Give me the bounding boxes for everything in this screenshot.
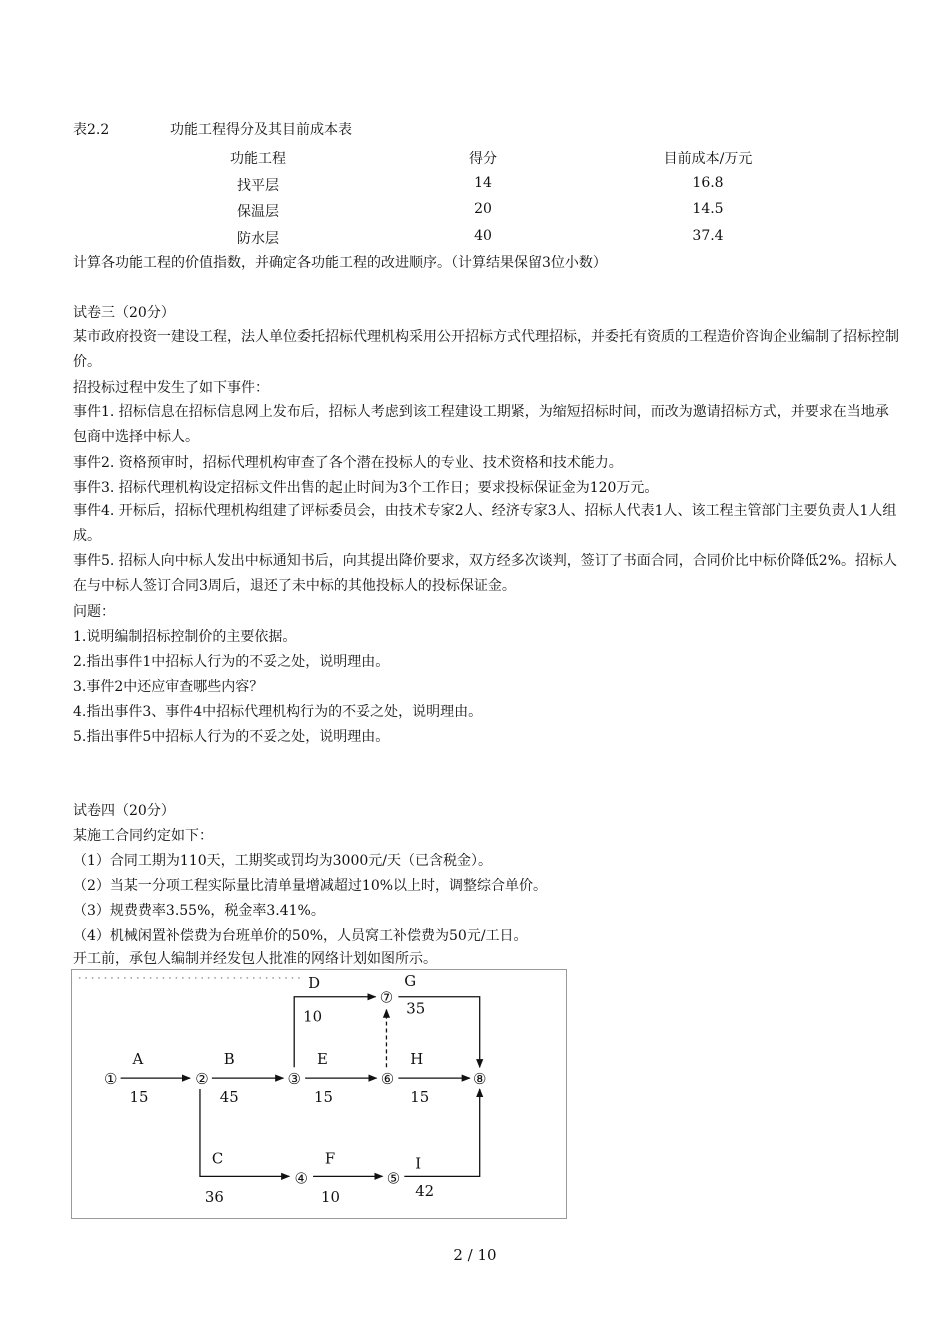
table-cell: 防水层 xyxy=(237,231,279,247)
table-caption-title: 功能工程得分及其目前成本表 xyxy=(170,122,352,138)
table-cell: 14.5 xyxy=(692,201,724,217)
activity-duration-E: 15 xyxy=(314,1087,333,1106)
activity-label-E: E xyxy=(317,1050,328,1069)
table-cell: 找平层 xyxy=(237,178,279,194)
activity-label-G: G xyxy=(404,971,417,990)
activity-duration-H: 15 xyxy=(410,1087,430,1106)
paper3-question-4: 4.指出事件3、事件4中招标代理机构行为的不妥之处，说明理由。 xyxy=(73,704,483,720)
activity-duration-C: 36 xyxy=(204,1188,224,1207)
paper3-event3: 事件3. 招标代理机构设定招标文件出售的起止时间为3个工作日；要求投标保证金为120万元。 xyxy=(73,480,659,496)
node-4: ④ xyxy=(294,1169,308,1188)
activity-duration-D: 10 xyxy=(303,1007,323,1026)
page-number: 2 / 10 xyxy=(453,1246,497,1264)
table-header-cell: 得分 xyxy=(469,151,497,167)
table-cell: 保温层 xyxy=(237,204,279,220)
paper3-process: 招投标过程中发生了如下事件： xyxy=(73,380,269,396)
paper4-plan: 开工前，承包人编制并经发包人批准的网络计划如图所示。 xyxy=(73,951,437,967)
paper4-clause-4: （4）机械闲置补偿费为台班单价的50%，人员窝工补偿费为50元/工日。 xyxy=(73,928,528,944)
activity-label-B: B xyxy=(223,1050,235,1069)
paper4-title: 试卷四（20分） xyxy=(73,803,175,819)
paper4-clause-3: （3）规费费率3.55%，税金率3.41%。 xyxy=(73,903,325,919)
activity-label-I: I xyxy=(415,1154,422,1173)
activity-duration-I: 42 xyxy=(415,1182,435,1201)
activity-label-F: F xyxy=(324,1149,336,1168)
network-diagram-svg xyxy=(72,970,566,1218)
paper4-intro: 某施工合同约定如下： xyxy=(73,828,213,844)
paper3-questions-title: 问题： xyxy=(73,604,115,620)
table-question: 计算各功能工程的价值指数，并确定各功能工程的改进顺序。（计算结果保留3位小数） xyxy=(73,255,607,271)
node-8: ⑧ xyxy=(473,1070,487,1089)
activity-duration-A: 15 xyxy=(129,1087,149,1106)
paper3-question-2: 2.指出事件1中招标人行为的不妥之处，说明理由。 xyxy=(73,654,390,670)
table-cell: 16.8 xyxy=(692,175,724,191)
activity-duration-B: 45 xyxy=(219,1087,239,1106)
paper3-question-3: 3.事件2中还应审查哪些内容？ xyxy=(73,679,264,695)
table-cell: 40 xyxy=(474,228,492,244)
activity-label-A: A xyxy=(132,1050,144,1069)
activity-label-H: H xyxy=(410,1050,424,1069)
node-3: ③ xyxy=(287,1070,301,1089)
paper3-event1: 事件1. 招标信息在招标信息网上发布后，招标人考虑到该工程建设工期紧，为缩短招标时间，而改为邀请招标方式，并要求在当地承包商中选择中标人。 xyxy=(73,404,889,445)
paper3-event4: 事件4. 开标后，招标代理机构组建了评标委员会，由技术专家2人、经济专家3人、招标人代表1人、该工程主管部门主要负责人1人组成。 xyxy=(73,503,897,544)
activity-label-C: C xyxy=(211,1149,224,1168)
table-cell: 20 xyxy=(474,201,492,217)
paper3-question-5: 5.指出事件5中招标人行为的不妥之处，说明理由。 xyxy=(73,729,390,745)
table-cell: 14 xyxy=(474,175,492,191)
activity-duration-F: 10 xyxy=(320,1188,340,1207)
activity-duration-G: 35 xyxy=(406,999,426,1018)
paper3-intro: 某市政府投资一建设工程，法人单位委托招标代理机构采用公开招标方式代理招标，并委托有资质的工程造价咨询企业编制了招标控制价。 xyxy=(73,329,899,370)
node-5: ⑤ xyxy=(386,1169,401,1188)
table-header-cell: 目前成本/万元 xyxy=(663,151,753,167)
paper4-clause-2: （2）当某一分项工程实际量比清单量增减超过10%以上时，调整综合单价。 xyxy=(73,878,548,894)
paper3-title: 试卷三（20分） xyxy=(73,305,175,321)
paper3-event2: 事件2. 资格预审时，招标代理机构审查了各个潜在投标人的专业、技术资格和技术能力。 xyxy=(73,455,623,471)
paper3-event5: 事件5. 招标人向中标人发出中标通知书后，向其提出降价要求，双方经多次谈判，签订了书面合同，合同价比中标价降低2%。招标人在与中标人签订合同3周后，退还了未中标的其他投标人的投标保证金。 xyxy=(73,553,898,594)
network-diagram xyxy=(71,969,567,1219)
node-2: ② xyxy=(195,1070,209,1089)
paper4-clause-1: （1）合同工期为110天，工期奖或罚均为3000元/天（已含税金）。 xyxy=(73,853,492,869)
node-7: ⑦ xyxy=(379,988,394,1007)
activity-label-D: D xyxy=(308,973,321,992)
table-caption-number: 表2.2 xyxy=(73,122,110,138)
paper3-question-1: 1.说明编制招标控制价的主要依据。 xyxy=(73,629,297,645)
table-header-cell: 功能工程 xyxy=(230,151,286,167)
node-1: ① xyxy=(104,1070,118,1089)
node-6: ⑥ xyxy=(380,1070,395,1089)
table-cell: 37.4 xyxy=(692,228,724,244)
